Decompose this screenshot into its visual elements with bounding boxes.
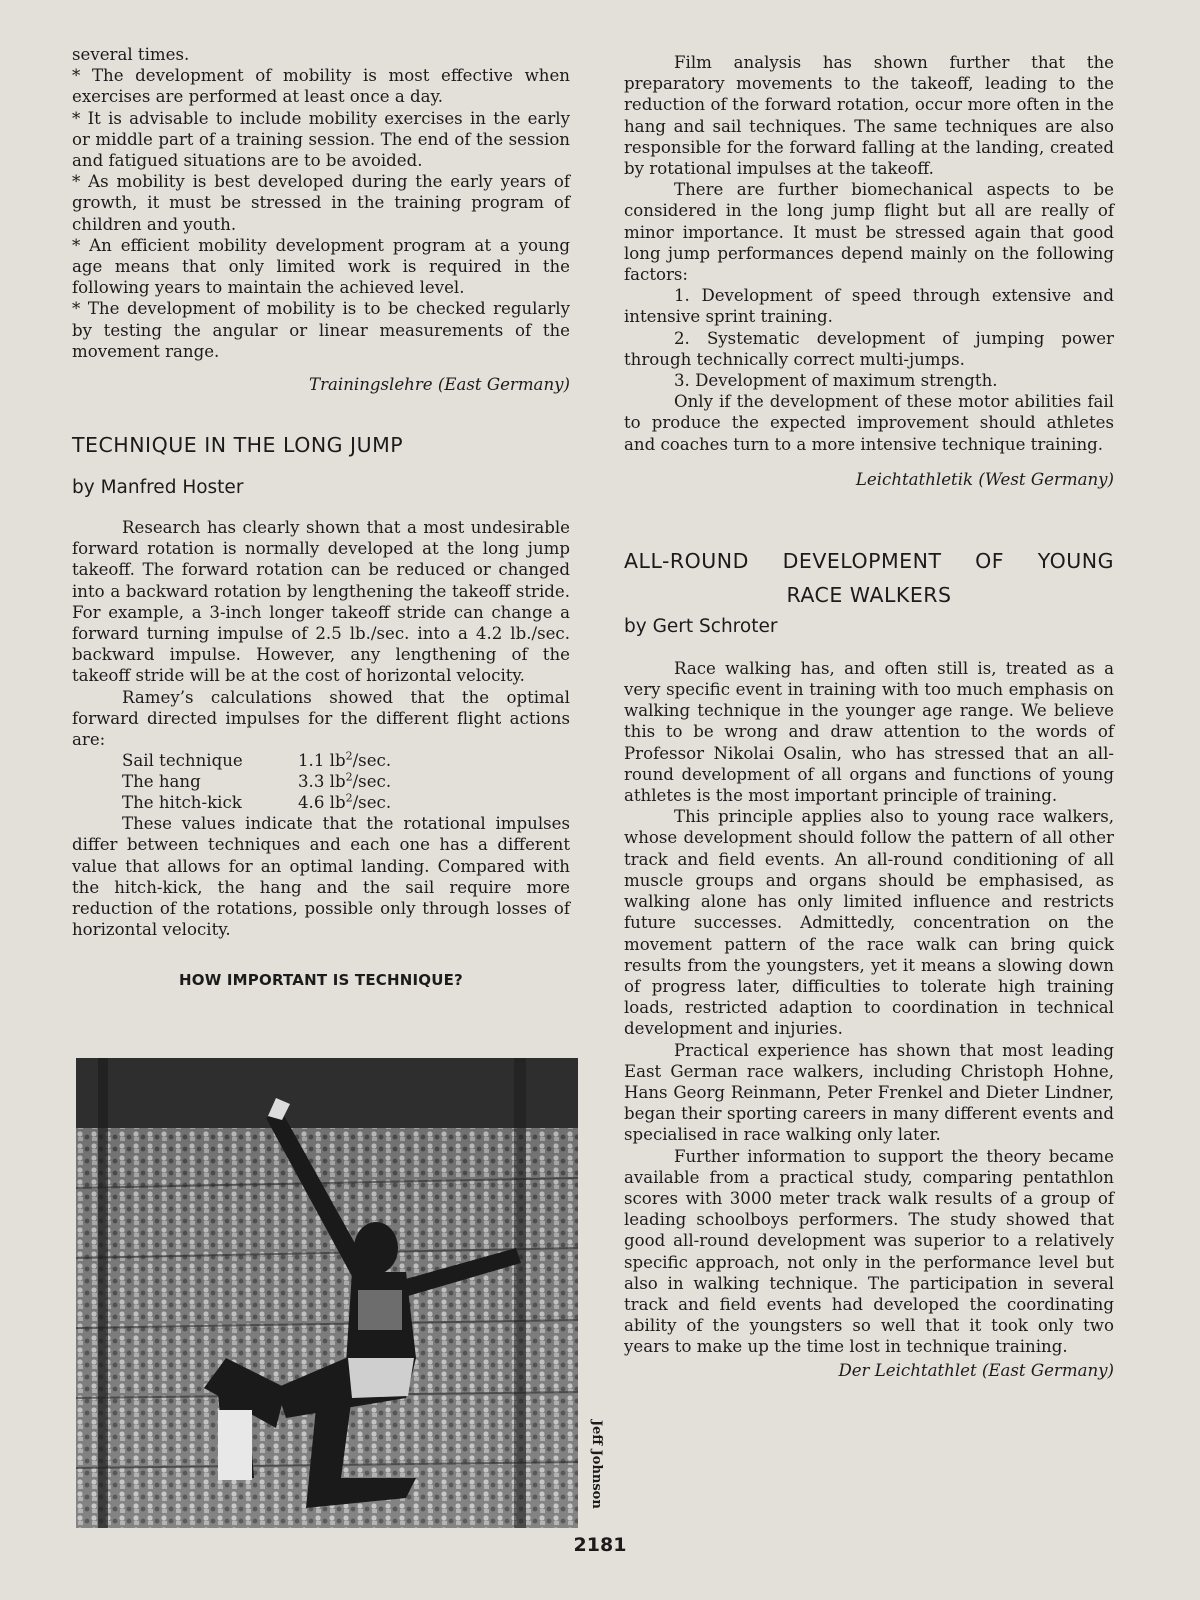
factor-item: 2. Systematic development of jumping power through technically correct multi-jumps. xyxy=(624,328,1114,369)
article-paragraph: This principle applies also to young race walkers, whose development should follow the pattern of all other track and field events. An all-round conditioning of all muscle groups and organs should be emphasised, as walking alone has only limited influence and restricts future successes. Admittedly, concentration on the movement pattern of the race walk can bring quick results from the youngsters, yet it means a slowing down of progress later, difficulties to tolerate high training loads, restricted adaption to coordination in technical development and injuries. xyxy=(624,807,1114,1039)
left-column xyxy=(72,44,570,989)
impulse-row xyxy=(122,750,391,771)
article-paragraph: Practical experience has shown that most leading East German race walkers, including Christoph Hohne, Hans Georg Reinmann, Peter Frenkel and Dieter Lindner, began their sporting careers in many different events and specialised in race walking only later. xyxy=(624,1040,1114,1145)
impulse-value: 3.3 $lb^2/\sec$. xyxy=(298,770,392,792)
right-column xyxy=(624,52,1114,1381)
page-number: 2181 xyxy=(573,1534,627,1556)
article-paragraph: There are further biomechanical aspects to be considered in the long jump flight but all are really of minor importance. It must be stressed again that good long jump performances depend mainly on the following factors: xyxy=(624,180,1114,285)
intro-paragraph: several times. xyxy=(72,45,190,64)
intro-bullet: * As mobility is best developed during the early years of growth, it must be stressed in the training program of children and youth. xyxy=(72,172,570,234)
impulse-row xyxy=(122,771,391,792)
long-jump-source: Leichtathletik (West Germany) xyxy=(855,469,1114,489)
intro-bullet: * An efficient mobility development program at a young age means that only limited work is required in the following years to maintain the achieved level. xyxy=(72,235,570,298)
intro-bullet: * The development of mobility is most effective when exercises are performed at least once a day. xyxy=(72,66,570,107)
article-paragraph: Race walking has, and often still is, treated as a very specific event in training with too much emphasis on walking technique in the younger age range. We believe this to be wrong and draw attention to the words of Professor Nikolai Osalin, who has stressed that an all-round development of all organs and functions of young athletes is the most important principle of training. xyxy=(624,658,1114,806)
photo-caption: HOW IMPORTANT IS TECHNIQUE? xyxy=(179,970,463,989)
intro-bullet: * It is advisable to include mobility exercises in the early or middle part of a training session. The end of the session and fatigued situations are to be avoided. xyxy=(72,108,570,171)
intro-source: Trainingslehre (East Germany) xyxy=(309,375,570,395)
impulse-name: The hang xyxy=(122,772,201,792)
long-jump-photo xyxy=(76,1058,578,1528)
article-title-race-walkers-line1: ALL-ROUND DEVELOPMENT OF YOUNG xyxy=(624,548,1114,573)
impulse-row xyxy=(122,792,391,813)
article-paragraph: Film analysis has shown further that the preparatory movements to the takeoff, leading to the reduction of the forward rotation, occur more often in the hang and sail techniques. The same techniques are also responsible for the forward falling at the landing, created by rotational impulses at the takeoff. xyxy=(624,53,1114,179)
intro-bullet: * The development of mobility is to be checked regularly by testing the angular or linear measurements of the movement range. xyxy=(72,299,570,361)
article-paragraph: Ramey’s calculations showed that the optimal forward directed impulses for the different flight actions are: xyxy=(72,687,570,750)
impulse-name: The hitch-kick xyxy=(122,793,242,813)
article-paragraph: These values indicate that the rotational impulses differ between techniques and each one has a different value that allows for an optimal landing. Compared with the hitch-kick, the hang and the sail require more reduction of the rotations, possible only through losses of horizontal velocity. xyxy=(72,814,570,940)
impulse-value: 4.6 $lb^2/\sec$. xyxy=(298,791,392,813)
article-paragraph: Further information to support the theory became available from a practical study, comparing pentathlon scores with 3000 meter track walk results of a group of leading schoolboys performers. The study showed that good all-round development was superior to a relatively specific approach, not only in the performance level but also in walking technique. The participation in several track and field events had developed the coordinating ability of the youngsters so well that it took only two years to make up the time lost in technique training. xyxy=(624,1146,1114,1357)
article-byline-hoster: by Manfred Hoster xyxy=(72,477,244,499)
race-walk-source: Der Leichtathlet (East Germany) xyxy=(838,1360,1114,1380)
article-title-long-jump: TECHNIQUE IN THE LONG JUMP xyxy=(72,433,404,458)
impulse-name: Sail technique xyxy=(122,751,243,771)
athlete-photo-illustration xyxy=(76,1058,578,1528)
photo-credit: Jeff Johnson xyxy=(589,1420,604,1509)
article-paragraph: Research has clearly shown that a most undesirable forward rotation is normally developed at the long jump takeoff. The forward rotation can be reduced or changed into a backward rotation by lengthening the takeoff stride. For example, a 3-inch longer takeoff stride can change a forward turning impulse of 2.5 lb./sec. into a 4.2 lb./sec. backward impulse. However, any lengthening of the takeoff stride will be at the cost of horizontal velocity. xyxy=(72,518,570,686)
impulse-value: 1.1 $lb^2/\sec$. xyxy=(298,749,392,771)
article-title-race-walkers-line2: RACE WALKERS xyxy=(786,582,952,607)
article-byline-schroter: by Gert Schroter xyxy=(624,615,778,637)
article-paragraph: Only if the development of these motor abilities fail to produce the expected improvement should athletes and coaches turn to a more intensive technique training. xyxy=(624,392,1114,454)
impulse-table xyxy=(122,750,391,813)
factor-item: 1. Development of speed through extensive and intensive sprint training. xyxy=(624,286,1114,327)
factor-item: 3. Development of maximum strength. xyxy=(674,371,998,391)
